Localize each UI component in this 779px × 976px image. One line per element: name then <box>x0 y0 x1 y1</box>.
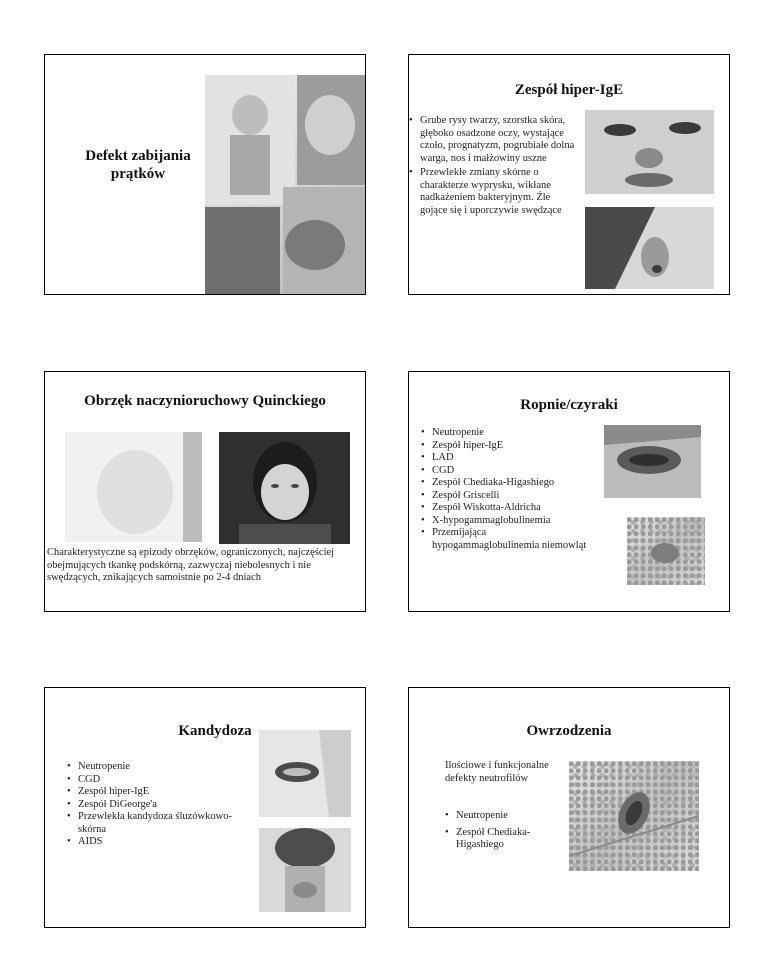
bullet-list <box>409 115 577 217</box>
slide-title: Ropnie/czyraki <box>520 397 618 413</box>
list-item: • Zespół hiper-IgE <box>421 440 593 453</box>
slide-owrzodzenia <box>408 687 730 928</box>
slide-defekt-zabijania <box>44 54 366 295</box>
list-item: • AIDS <box>67 836 237 849</box>
list-item: • LAD <box>421 452 593 465</box>
list-item: • Neutropenie <box>67 761 237 774</box>
list-item: • Zespół Griscelli <box>421 490 593 503</box>
slide-obrzek-quinckiego <box>44 371 366 612</box>
patient-photo-collage <box>205 75 366 295</box>
eye-abscess-photo <box>604 425 701 498</box>
slide-ropnie-czyraki <box>408 371 730 612</box>
list-item: • Neutropenie <box>421 427 593 440</box>
intro-text: Ilościowe i funkcjonalne defekty neutrofilów <box>445 760 549 784</box>
slide-title: Owrzodzenia <box>526 723 612 739</box>
description-text: Charakterystyczne są epizody obrzęków, ograniczonych, najczęściej obejmujących tkankę podskórną, zazwyczaj niebolesnych i nie swędzących, znikających samoistnie po 2-4 dniach <box>47 547 335 583</box>
list-item: • Zespół Chediaka-Higashiego <box>421 477 593 490</box>
ear-photo <box>585 207 714 289</box>
bullet-list <box>67 761 237 849</box>
slide-title: Kandydoza <box>178 723 252 739</box>
slide-kandydoza <box>44 687 366 928</box>
mouth-candidiasis-photo <box>259 730 351 817</box>
list-item: • X-hypogammaglobulinemia <box>421 515 593 528</box>
list-item: • Przemijająca hypogammaglobulinemia niemowląt <box>421 527 593 552</box>
swelling-photo <box>65 432 202 542</box>
list-item: • CGD <box>67 774 237 787</box>
woman-portrait-photo <box>219 432 350 544</box>
list-item: • Zespół Wiskotta-Aldricha <box>421 502 593 515</box>
bullet-list <box>445 810 575 852</box>
slide-title: Zespół hiper-IgE <box>514 82 624 98</box>
list-item: • CGD <box>421 465 593 478</box>
neck-candidiasis-photo <box>259 828 351 912</box>
list-item: • Grube rysy twarzy, szorstka skóra, głęboko osadzone oczy, wystające czoło, prognatyzm, pogrubiałe dolna warga, nos i małżowiny uszne <box>409 115 577 165</box>
slide-title: Defekt zabijania prątków <box>85 148 191 182</box>
bullet-list <box>421 427 593 552</box>
list-item: • Neutropenie <box>445 810 575 823</box>
list-item: • Zespół DiGeorge'a <box>67 799 237 812</box>
slide-title: Obrzęk naczynioruchowy Quinckiego <box>84 393 326 409</box>
face-photo <box>585 110 714 194</box>
list-item: • Przewlekłe zmiany skórne o charakterze wyprysku, wikłane nadkażeniem bakteryjnym. Źle gojące się i uporczywie swędzące <box>409 167 577 217</box>
list-item: • Przewlekła kandydoza śluzówkowo-skórna <box>67 811 237 836</box>
skin-abscess-photo <box>627 517 705 585</box>
list-item: • Zespół hiper-IgE <box>67 786 237 799</box>
list-item: • Zespół Chediaka-Higashiego <box>445 827 575 852</box>
ulcer-photo <box>569 761 699 871</box>
slide-zespol-hiper-ige <box>408 54 730 295</box>
